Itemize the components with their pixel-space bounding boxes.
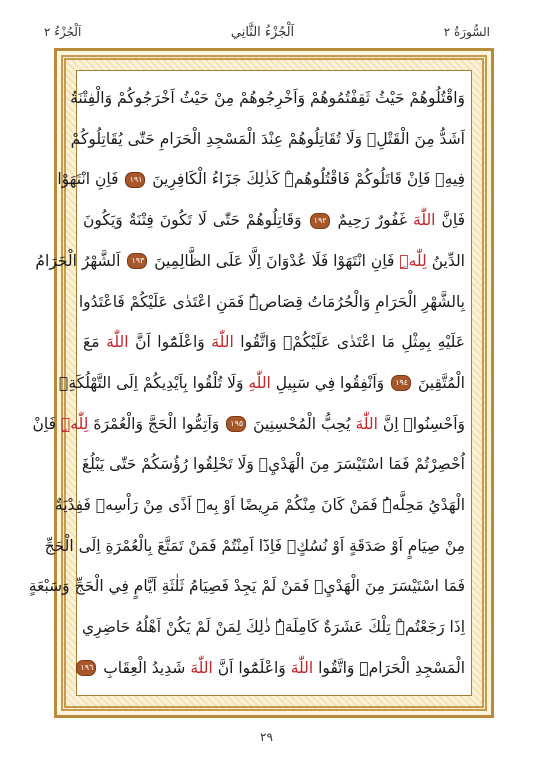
verse-line <box>44 529 465 563</box>
verse-text: عَلَيْهِ بِمِثْلِ مَا اعْتَدٰى عَلَيْكُمْۖ وَاتَّقُوا <box>233 333 465 352</box>
divine-name: اللّٰهَ <box>190 658 213 677</box>
verse-text: الْمُتَّقِينَ <box>413 373 465 392</box>
verse-line <box>59 366 465 400</box>
verse-text: الدِّينُ <box>426 251 465 270</box>
divine-name: لِلّٰهِۜ <box>60 414 89 433</box>
divine-name: اللّٰهَ <box>106 333 129 352</box>
verse-line <box>35 244 465 278</box>
ornamental-border <box>28 55 487 711</box>
verse-line <box>78 285 465 319</box>
verse-line <box>83 203 465 237</box>
verse-text: الْمَسْجِدِ الْحَرَامِۜ وَاتَّقُوا <box>313 658 465 677</box>
verse-line <box>32 407 465 441</box>
verse-text: مِنْ صِيَامٍ اَوْ صَدَقَةٍ اَوْ نُسُكٍۚ فَاِذَٓا اَمِنْتُمْ فَمَنْ تَمَتَّعَ بِالْعُمْرَةِ اِلَى الْحَجِّ <box>44 536 465 555</box>
verse-text: فِيهِۚ فَاِنْ قَاتَلُوكُمْ فَاقْتُلُوهُمْۜ كَذٰلِكَ جَزَٓاءُ الْكَافِرِينَ <box>147 170 465 189</box>
divine-name: اللّٰهِ <box>248 373 271 392</box>
verse-text: الْهَدْيُ مَحِلَّهُۜ فَمَنْ كَانَ مِنْكُمْ مَرِيضًا اَوْ بِه۪ٓ اَذًى مِنْ رَاْسِه۪ فَفِدْيَةٌ <box>54 496 465 515</box>
verse-text: وَاعْلَمُٓوا اَنَّ <box>128 333 212 352</box>
verse-text: بِالشَّهْرِ الْحَرَامِ وَالْحُرُمَاتُ قِصَاصٌۜ فَمَنِ اعْتَدٰى عَلَيْكُمْ فَاعْتَدُوا <box>78 292 465 311</box>
verse-line <box>83 610 465 644</box>
verse-text: اَشَدُّ مِنَ الْقَتْلِۚ وَلَا تُقَاتِلُوهُمْ عِنْدَ الْمَسْجِدِ الْحَرَامِ حَتّٰى يُقَاتِلُوكُمْ <box>70 129 465 148</box>
juz-title: اَلْجُزْءُ الثَّانِي <box>230 24 295 40</box>
page-number: ٢٩ <box>260 730 273 744</box>
verse-line <box>54 488 465 522</box>
verse-text: وَاقْتُلُوهُمْ حَيْثُ ثَقِفْتُمُوهُمْ وَاَخْرِجُوهُمْ مِنْ حَيْثُ اَخْرَجُوكُمْ وَالْفِتْنَةُ <box>70 89 465 107</box>
divine-name: لِلّٰهِۜ <box>399 251 427 270</box>
ayah-marker: ١٩٢ <box>310 213 330 229</box>
verse-text: مَعَ <box>83 333 107 352</box>
divine-name: اللّٰهَ <box>211 333 234 352</box>
ayah-marker: ١٩٦ <box>76 660 96 676</box>
quran-text <box>28 81 465 685</box>
juz-label: اَلْجُزْءُ ٢ <box>44 25 82 39</box>
verse-text: فَمَا اسْتَيْسَرَ مِنَ الْهَدْيِۚ فَمَنْ لَمْ يَجِدْ فَصِيَامُ ثَلٰثَةِ اَيَّامٍ فِي الْحَجِّ وَسَبْعَةٍ <box>28 577 465 596</box>
verse-text: فَاِنَّ <box>435 211 465 230</box>
page-frame <box>28 48 494 718</box>
ayah-marker: ١٩١ <box>125 172 145 188</box>
surah-label: السُّورَةُ ٢ <box>443 25 490 39</box>
verse-line <box>83 447 465 481</box>
divine-name: اللّٰهَ <box>290 658 314 677</box>
verse-text: وَاعْلَمُٓوا اَنَّ <box>212 658 291 677</box>
verse-text: فَاِنِ انْتَهَوْا فَلَا عُدْوَانَ اِلَّا عَلَى الظَّالِمِينَ <box>149 251 400 270</box>
verse-line <box>80 651 465 685</box>
verse-text: يُحِبُّ الْمُحْسِنِينَ <box>248 414 356 433</box>
verse-line <box>57 162 465 196</box>
verse-text: فَاِنْ <box>32 414 61 433</box>
verse-text: وَاَحْسِنُواۚ اِنَّ <box>377 414 465 433</box>
verse-text: اُحْصِرْتُمْ فَمَا اسْتَيْسَرَ مِنَ الْهَدْيِۚ وَلَا تَحْلِقُوا رُؤُسَكُمْ حَتّٰى يَبْلُغَ <box>81 455 465 474</box>
verse-line <box>28 569 465 603</box>
ayah-marker: ١٩٣ <box>127 253 147 269</box>
text-panel <box>28 70 472 696</box>
divine-name: اللّٰهَ <box>413 211 436 230</box>
verse-text: وَقَاتِلُوهُمْ حَتّٰى لَا تَكُونَ فِتْنَةٌ وَيَكُونَ <box>83 211 308 230</box>
page-header <box>44 19 490 45</box>
divine-name: اللّٰهَ <box>355 414 378 433</box>
verse-line <box>83 325 465 359</box>
verse-text: شَدِيدُ الْعِقَابِ <box>98 658 191 677</box>
verse-line <box>70 122 465 156</box>
verse-text: وَاَتِمُّوا الْحَجَّ وَالْعُمْرَةَ <box>88 414 225 433</box>
ayah-marker: ١٩٤ <box>391 375 411 391</box>
verse-text: اَلشَّهْرُ الْحَرَامُ <box>35 251 126 270</box>
verse-text: اِذَا رَجَعْتُمْۜ تِلْكَ عَشَرَةٌ كَامِلَةٌۜ ذٰلِكَ لِمَنْ لَمْ يَكُنْ اَهْلُهُ حَاضِرِي <box>82 618 465 637</box>
verse-text: غَفُورٌ رَحِيمٌ <box>331 211 414 230</box>
verse-text: فَاِنِ انْتَهَوْا <box>57 170 124 189</box>
ayah-marker: ١٩٥ <box>226 416 246 432</box>
verse-text: وَاَنْفِقُوا فِي سَبِيلِ <box>270 373 390 392</box>
verse-line <box>70 81 465 115</box>
verse-text: وَلَا تُلْقُوا بِاَيْدِيكُمْ اِلَى التَّهْلُكَةِۚ <box>59 373 249 392</box>
